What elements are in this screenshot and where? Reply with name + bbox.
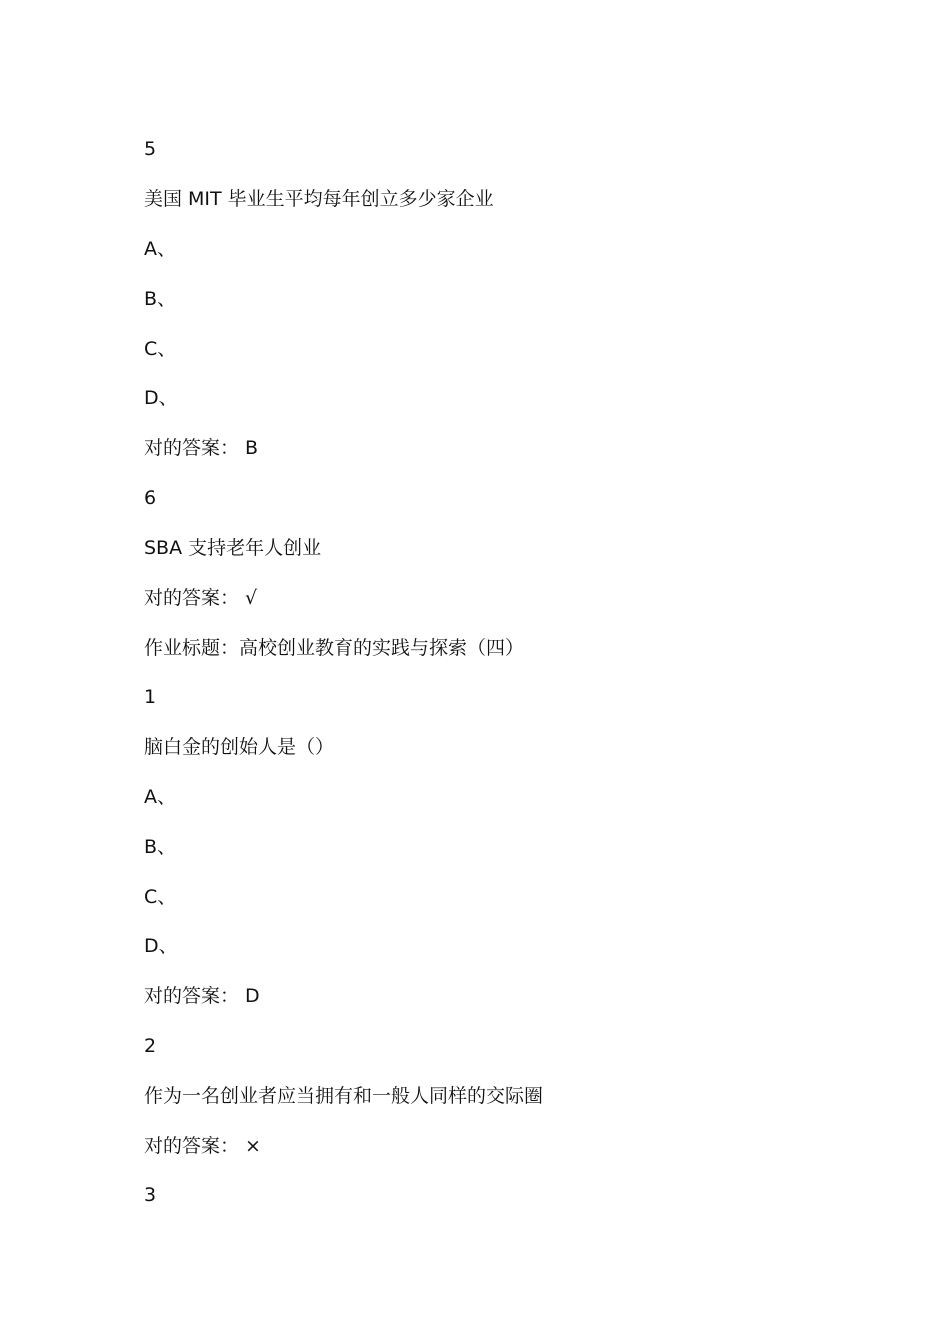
option-a: A、	[144, 238, 176, 260]
option-c: C、	[144, 886, 177, 908]
option-b: B、	[144, 288, 177, 310]
question-number: 5	[144, 138, 157, 160]
question-number: 2	[144, 1035, 157, 1057]
option-d: D、	[144, 935, 178, 957]
question-text: SBA 支持老年人创业	[144, 537, 322, 559]
question-text: 美国 MIT 毕业生平均每年创立多少家企业	[144, 188, 494, 210]
option-b: B、	[144, 836, 177, 858]
correct-answer: 对的答案： ×	[144, 1135, 261, 1157]
question-number: 3	[144, 1184, 157, 1206]
question-number: 6	[144, 487, 157, 509]
option-c: C、	[144, 338, 177, 360]
question-text: 作为一名创业者应当拥有和一般人同样的交际圈	[144, 1085, 544, 1107]
assignment-title: 作业标题：高校创业教育的实践与探索（四）	[144, 637, 525, 659]
correct-answer: 对的答案： D	[144, 985, 260, 1007]
option-d: D、	[144, 387, 178, 409]
option-a: A、	[144, 786, 176, 808]
correct-answer: 对的答案： B	[144, 437, 259, 459]
correct-answer: 对的答案： √	[144, 587, 258, 609]
question-number: 1	[144, 686, 157, 708]
question-text: 脑白金的创始人是（）	[144, 736, 335, 758]
